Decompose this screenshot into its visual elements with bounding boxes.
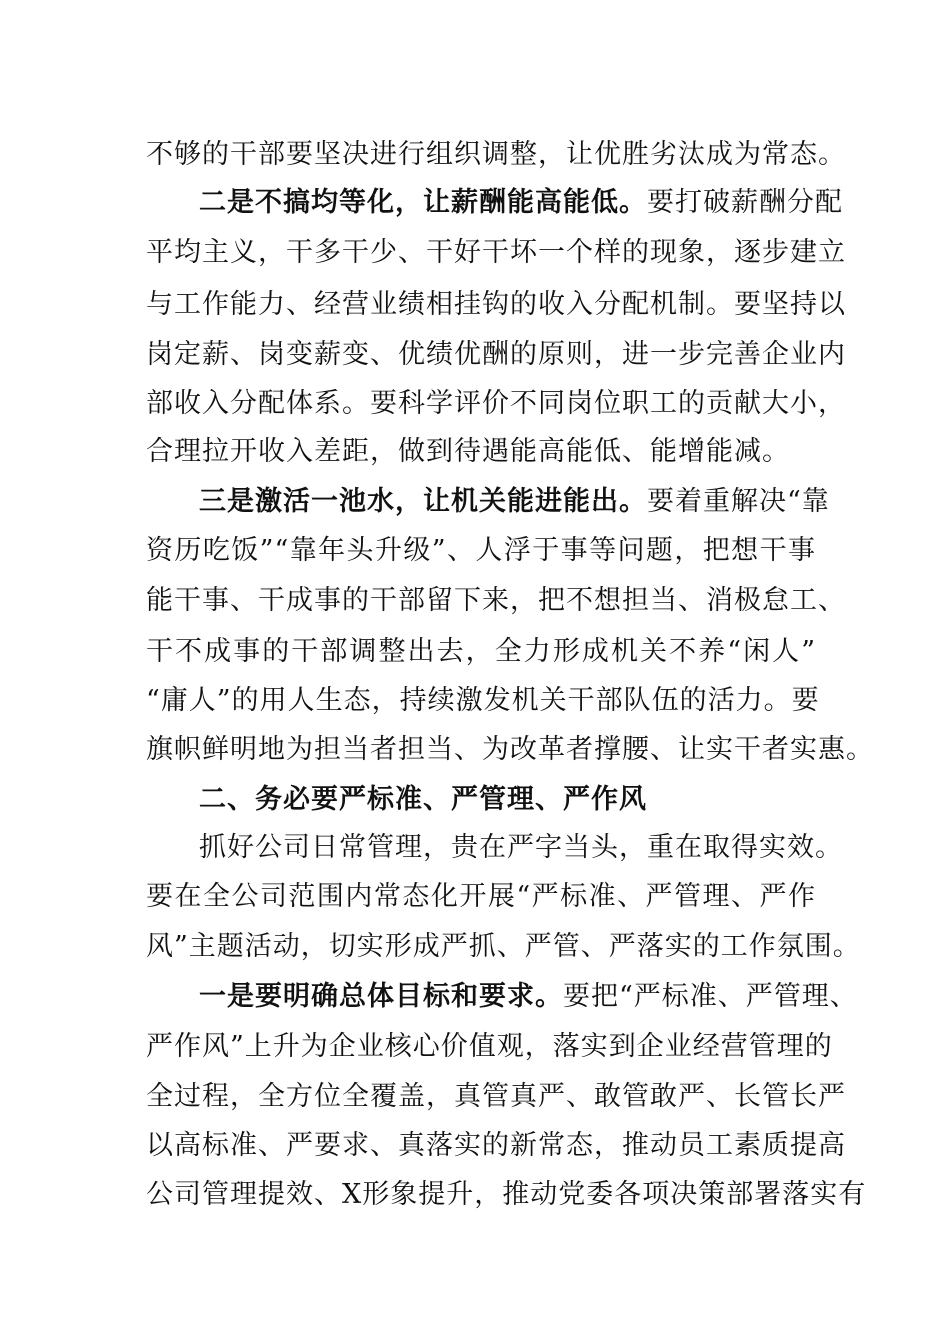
paragraph-line: 不够的干部要坚决进行组织调整，让优胜劣汰成为常态。 [146,139,846,170]
paragraph-line: 公司管理提效、X形象提升，推动党委各项决策部署落实有 [146,1179,867,1210]
paragraph-lead: 一是要明确总体目标和要求。 [199,981,563,1012]
paragraph-line: 合理拉开收入差距，做到待遇能高能低、能增能减。 [146,436,790,467]
paragraph-line: 干不成事的干部调整出去，全力形成机关不养“闲人” [146,636,816,667]
paragraph-line: 二是不搞均等化，让薪酬能高能低。要打破薪酬分配 [199,187,843,218]
paragraph-line: 三是激活一池水，让机关能进能出。要着重解决“靠 [199,486,830,517]
paragraph-line: 平均主义，干多干少、干好干坏一个样的现象，逐步建立 [146,237,846,268]
paragraph-line: 岗定薪、岗变薪变、优绩优酬的原则，进一步完善企业内 [146,339,846,370]
paragraph-line: 能干事、干成事的干部留下来，把不想担当、消极怠工、 [146,585,846,616]
paragraph-line: 要在全公司范围内常态化开展“严标准、严管理、严作 [146,881,816,912]
paragraph-line: 风”主题活动，切实形成严抓、严管、严落实的工作氛围。 [146,931,861,962]
paragraph-line: 以高标准、严要求、真落实的新常态，推动员工素质提高 [146,1130,846,1161]
paragraph-line: “庸人”的用人生态，持续激发机关干部队伍的活力。要 [146,685,820,716]
paragraph-line: 旗帜鲜明地为担当者担当、为改革者撑腰、让实干者实惠。 [146,734,874,765]
paragraph-lead: 二是不搞均等化，让薪酬能高能低。 [199,187,647,218]
paragraph-line: 一是要明确总体目标和要求。要把“严标准、严管理、 [199,981,858,1012]
paragraph-line: 资历吃饭”“靠年头升级”、人浮于事等问题，把想干事 [146,535,816,566]
paragraph-line: 抓好公司日常管理，贵在严字当头，重在取得实效。 [199,832,843,863]
paragraph-lead: 三是激活一池水，让机关能进能出。 [199,486,647,517]
paragraph-line: 部收入分配体系。要科学评价不同岗位职工的贡献大小， [146,388,846,419]
section-heading: 二、务必要严标准、严管理、严作风 [199,784,647,815]
paragraph-line: 与工作能力、经营业绩相挂钩的收入分配机制。要坚持以 [146,289,846,320]
paragraph-line: 全过程，全方位全覆盖，真管真严、敢管敢严、长管长严 [146,1081,846,1112]
paragraph-line: 严作风”上升为企业核心价值观，落实到企业经营管理的 [146,1031,833,1062]
